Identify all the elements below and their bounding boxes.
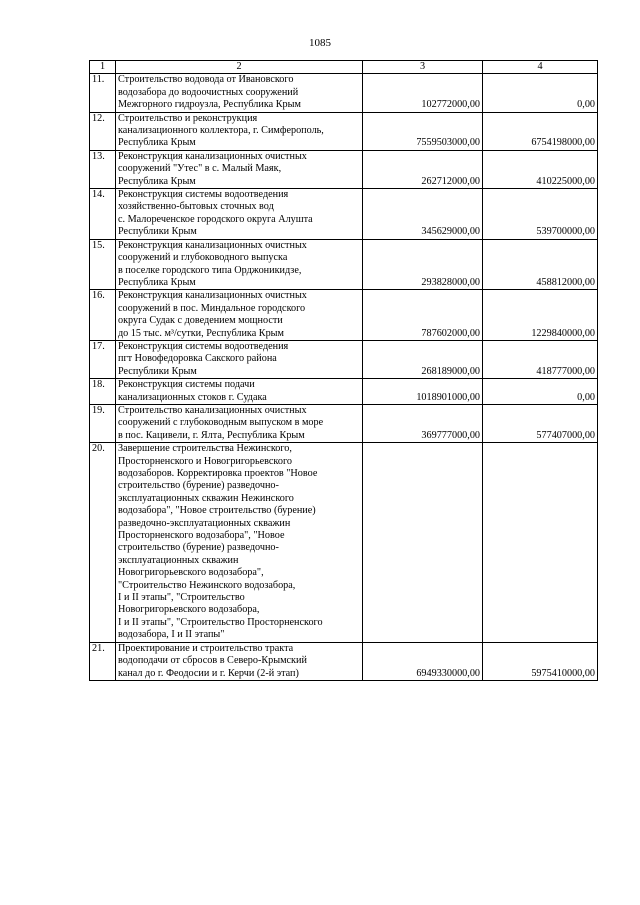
amount-col3-cell: 6949330000,00 — [363, 642, 483, 680]
table-row — [90, 74, 598, 112]
table-row — [90, 379, 598, 405]
amount-col3-cell: 262712000,00 — [363, 150, 483, 188]
amount-col3-cell: 787602000,00 — [363, 290, 483, 341]
page-number: 1085 — [309, 37, 331, 49]
amount-col4-cell: 577407000,00 — [483, 404, 598, 442]
amount-col4-cell — [483, 443, 598, 643]
amount-col4-cell: 0,00 — [483, 379, 598, 405]
budget-table — [89, 60, 598, 681]
table-row — [90, 239, 598, 290]
amount-col3-cell: 345629000,00 — [363, 189, 483, 240]
column-header: 3 — [363, 61, 483, 74]
column-header: 1 — [90, 61, 116, 74]
amount-col3-cell: 268189000,00 — [363, 340, 483, 378]
amount-col3-cell: 102772000,00 — [363, 74, 483, 112]
table-row — [90, 642, 598, 680]
table-header-row — [90, 61, 598, 74]
description-cell: Реконструкция системы водоотведения пгт Новофедоровка Сакского района Республики Крым — [116, 340, 363, 378]
amount-col4-cell: 410225000,00 — [483, 150, 598, 188]
description-cell: Проектирование и строительство тракта водоподачи от сбросов в Северо-Крымский канал до г. Феодосии и г. Керчи (2-й этап) — [116, 642, 363, 680]
amount-col3-cell: 293828000,00 — [363, 239, 483, 290]
column-header: 2 — [116, 61, 363, 74]
row-number-cell: 17. — [90, 340, 116, 378]
description-cell: Завершение строительства Нежинского, Просторненского и Новогригорьевского водозаборов. Корректировка проектов "Новое строительство (бурение) разведочно- эксплуатационных скважин Нежинского водозабора", "Новое строительство (бурение) разведочно-эксплуатационных скважин Просторненского водозабора", "Новое строительство (бурение) разведочно- эксплуатационных скважин Новогригорьевского водозабора", "Строительство Нежинского водозабора, I и II этапы", "Строительство Новогригорьевского водозабора, I и II этапы", "Строительство Просторненского водозабора, I и II этапы" — [116, 443, 363, 643]
row-number-cell: 19. — [90, 404, 116, 442]
amount-col4-cell: 5975410000,00 — [483, 642, 598, 680]
table-row — [90, 340, 598, 378]
amount-col3-cell: 7559503000,00 — [363, 112, 483, 150]
amount-col4-cell: 0,00 — [483, 74, 598, 112]
description-cell: Реконструкция канализационных очистных сооружений и глубоководного выпуска в поселке городского типа Орджоникидзе, Республика Крым — [116, 239, 363, 290]
row-number-cell: 14. — [90, 189, 116, 240]
table-row — [90, 290, 598, 341]
table-row — [90, 112, 598, 150]
row-number-cell: 13. — [90, 150, 116, 188]
row-number-cell: 11. — [90, 74, 116, 112]
row-number-cell: 15. — [90, 239, 116, 290]
amount-col4-cell: 539700000,00 — [483, 189, 598, 240]
row-number-cell: 16. — [90, 290, 116, 341]
row-number-cell: 21. — [90, 642, 116, 680]
amount-col4-cell: 6754198000,00 — [483, 112, 598, 150]
amount-col4-cell: 1229840000,00 — [483, 290, 598, 341]
row-number-cell: 18. — [90, 379, 116, 405]
row-number-cell: 12. — [90, 112, 116, 150]
description-cell: Реконструкция системы подачи канализационных стоков г. Судака — [116, 379, 363, 405]
description-cell: Реконструкция канализационных очистных сооружений "Утес" в с. Малый Маяк, Республика Крым — [116, 150, 363, 188]
amount-col4-cell: 418777000,00 — [483, 340, 598, 378]
description-cell: Строительство водовода от Ивановского водозабора до водоочистных сооружений Межгорного гидроузла, Республика Крым — [116, 74, 363, 112]
table-row — [90, 150, 598, 188]
description-cell: Реконструкция канализационных очистных сооружений в пос. Миндальное городского округа Судак с доведением мощности до 15 тыс. м³/сутки, Республика Крым — [116, 290, 363, 341]
row-number-cell: 20. — [90, 443, 116, 643]
column-header: 4 — [483, 61, 598, 74]
table-row — [90, 404, 598, 442]
table-row — [90, 443, 598, 643]
description-cell: Строительство и реконструкция канализационного коллектора, г. Симферополь, Республика Крым — [116, 112, 363, 150]
description-cell: Реконструкция системы водоотведения хозяйственно-бытовых сточных вод с. Малореченское городского округа Алушта Республики Крым — [116, 189, 363, 240]
description-cell: Строительство канализационных очистных сооружений с глубоководным выпуском в море в пос. Кацивели, г. Ялта, Республика Крым — [116, 404, 363, 442]
amount-col3-cell: 1018901000,00 — [363, 379, 483, 405]
amount-col3-cell: 369777000,00 — [363, 404, 483, 442]
table-row — [90, 189, 598, 240]
amount-col4-cell: 458812000,00 — [483, 239, 598, 290]
amount-col3-cell — [363, 443, 483, 643]
